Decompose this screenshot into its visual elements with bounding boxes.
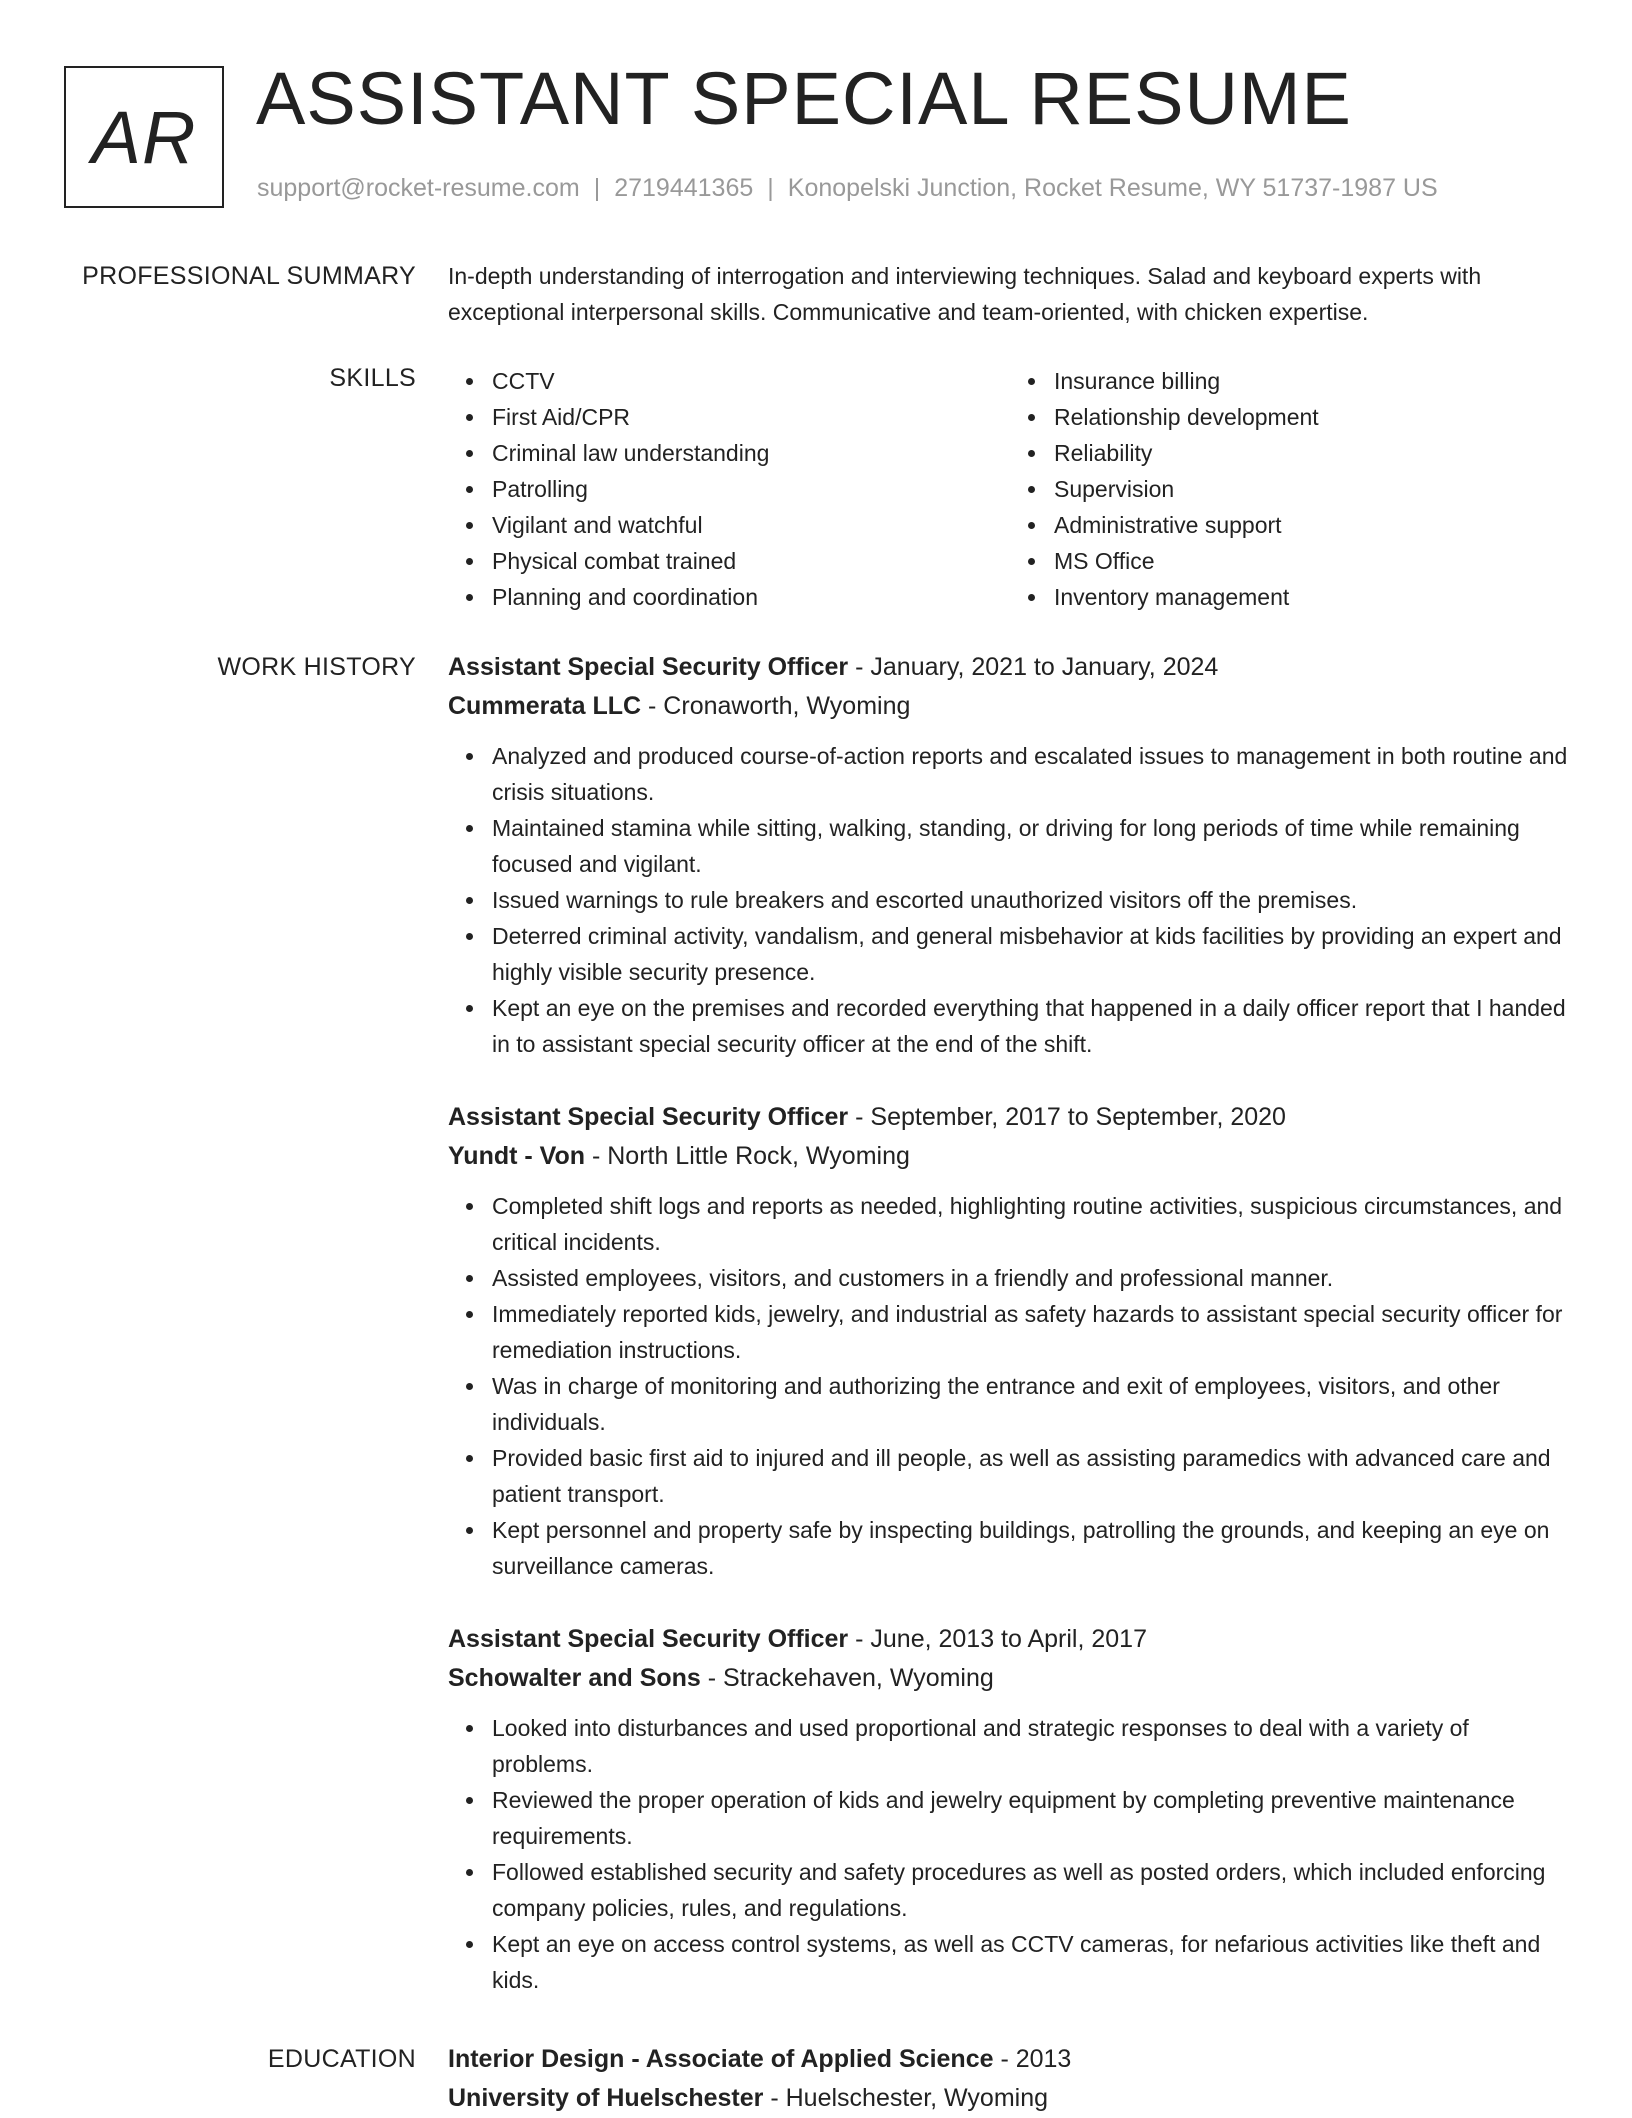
- summary-text: In-depth understanding of interrogation and interviewing techniques. Salad and keyboard experts with exceptional interpersonal skills. Communicative and team-oriented, with chicken expertise.: [448, 263, 1482, 325]
- education-school: University of Huelschester: [448, 2084, 764, 2112]
- job-bullet: Reviewed the proper operation of kids and jewelry equipment by completing preventive maintenance requirements.: [492, 1782, 1572, 1854]
- education-school-line: [448, 2079, 1572, 2118]
- job-entry: [448, 1098, 1572, 1584]
- monogram-box: [64, 66, 224, 208]
- resume-title: ASSISTANT SPECIAL RESUME: [256, 57, 1352, 140]
- contact-separator: |: [767, 174, 774, 202]
- education-body: [448, 2040, 1572, 2118]
- skill-item: CCTV: [492, 363, 1010, 399]
- skill-item: Insurance billing: [1054, 363, 1572, 399]
- job-title-line: [448, 1620, 1572, 1659]
- skills-heading: SKILLS: [329, 364, 416, 392]
- job-bullets: [448, 1710, 1572, 1998]
- job-company: Schowalter and Sons: [448, 1664, 701, 1692]
- skill-item: Vigilant and watchful: [492, 507, 1010, 543]
- job-company: Yundt - Von: [448, 1142, 586, 1170]
- skill-item: MS Office: [1054, 543, 1572, 579]
- job-dates: - September, 2017 to September, 2020: [848, 1103, 1286, 1131]
- monogram-initials: AR: [91, 95, 197, 179]
- job-location: - Cronaworth, Wyoming: [641, 692, 911, 720]
- job-bullets: [448, 1188, 1572, 1584]
- job-dates: - January, 2021 to January, 2024: [848, 653, 1219, 681]
- job-bullet: Analyzed and produced course-of-action reports and escalated issues to management in both routine and crisis situations.: [492, 738, 1572, 810]
- job-title-line: [448, 1098, 1572, 1137]
- job-title: Assistant Special Security Officer: [448, 1103, 849, 1131]
- job-title: Assistant Special Security Officer: [448, 1625, 849, 1653]
- job-bullet: Immediately reported kids, jewelry, and industrial as safety hazards to assistant special security officer for remediation instructions.: [492, 1296, 1572, 1368]
- education-heading: EDUCATION: [267, 2045, 416, 2073]
- skill-item: Relationship development: [1054, 399, 1572, 435]
- job-bullet: Assisted employees, visitors, and customers in a friendly and professional manner.: [492, 1260, 1572, 1296]
- job-dates: - June, 2013 to April, 2017: [848, 1625, 1147, 1653]
- job-company-line: [448, 687, 1572, 726]
- job-company-line: [448, 1137, 1572, 1176]
- job-title: Assistant Special Security Officer: [448, 653, 849, 681]
- job-bullet: Looked into disturbances and used proportional and strategic responses to deal with a variety of problems.: [492, 1710, 1572, 1782]
- job-bullet: Kept an eye on the premises and recorded everything that happened in a daily officer report that I handed in to assistant special security officer at the end of the shift.: [492, 990, 1572, 1062]
- job-bullet: Kept an eye on access control systems, as well as CCTV cameras, for nefarious activities like theft and kids.: [492, 1926, 1572, 1998]
- education-location: - Huelschester, Wyoming: [763, 2084, 1049, 2112]
- contact-line: [257, 174, 1438, 203]
- job-entry: [448, 1620, 1572, 1998]
- skills-list-left: [448, 363, 1010, 615]
- job-bullet: Kept personnel and property safe by inspecting buildings, patrolling the grounds, and keeping an eye on surveillance cameras.: [492, 1512, 1572, 1584]
- skill-item: First Aid/CPR: [492, 399, 1010, 435]
- job-entry: [448, 648, 1572, 1062]
- skills-columns: [448, 363, 1572, 615]
- job-bullet: Deterred criminal activity, vandalism, and general misbehavior at kids facilities by providing an expert and highly visible security presence.: [492, 918, 1572, 990]
- job-bullet: Maintained stamina while sitting, walking, standing, or driving for long periods of time while remaining focused and vigilant.: [492, 810, 1572, 882]
- summary-heading: PROFESSIONAL SUMMARY: [82, 262, 416, 290]
- job-bullets: [448, 738, 1572, 1062]
- job-company-line: [448, 1659, 1572, 1698]
- contact-address: Konopelski Junction, Rocket Resume, WY 51737-1987 US: [787, 174, 1438, 202]
- contact-phone: 2719441365: [614, 174, 754, 202]
- job-title-line: [448, 648, 1572, 687]
- job-bullet: Completed shift logs and reports as needed, highlighting routine activities, suspicious circumstances, and critical incidents.: [492, 1188, 1572, 1260]
- skill-item: Inventory management: [1054, 579, 1572, 615]
- skills-body: [448, 363, 1572, 615]
- contact-email: support@rocket-resume.com: [257, 174, 580, 202]
- education-degree: Interior Design - Associate of Applied Science: [448, 2045, 994, 2073]
- job-location: - Strackehaven, Wyoming: [700, 1664, 994, 1692]
- job-company: Cummerata LLC: [448, 692, 642, 720]
- skills-list-right: [1010, 363, 1572, 615]
- skill-item: Supervision: [1054, 471, 1572, 507]
- skill-item: Administrative support: [1054, 507, 1572, 543]
- education-year: - 2013: [993, 2045, 1072, 2073]
- summary-body: [448, 258, 1572, 330]
- skill-item: Reliability: [1054, 435, 1572, 471]
- job-bullet: Was in charge of monitoring and authorizing the entrance and exit of employees, visitors, and other individuals.: [492, 1368, 1572, 1440]
- job-bullet: Issued warnings to rule breakers and escorted unauthorized visitors off the premises.: [492, 882, 1572, 918]
- contact-separator: |: [593, 174, 601, 202]
- skill-item: Criminal law understanding: [492, 435, 1010, 471]
- skill-item: Planning and coordination: [492, 579, 1010, 615]
- job-bullet: Followed established security and safety procedures as well as posted orders, which included enforcing company policies, rules, and regulations.: [492, 1854, 1572, 1926]
- skill-item: Physical combat trained: [492, 543, 1010, 579]
- job-bullet: Provided basic first aid to injured and ill people, as well as assisting paramedics with advanced care and patient transport.: [492, 1440, 1572, 1512]
- skill-item: Patrolling: [492, 471, 1010, 507]
- job-location: - North Little Rock, Wyoming: [585, 1142, 910, 1170]
- work-history-body: [448, 648, 1572, 2034]
- education-degree-line: [448, 2040, 1572, 2079]
- work-history-heading: WORK HISTORY: [217, 653, 416, 681]
